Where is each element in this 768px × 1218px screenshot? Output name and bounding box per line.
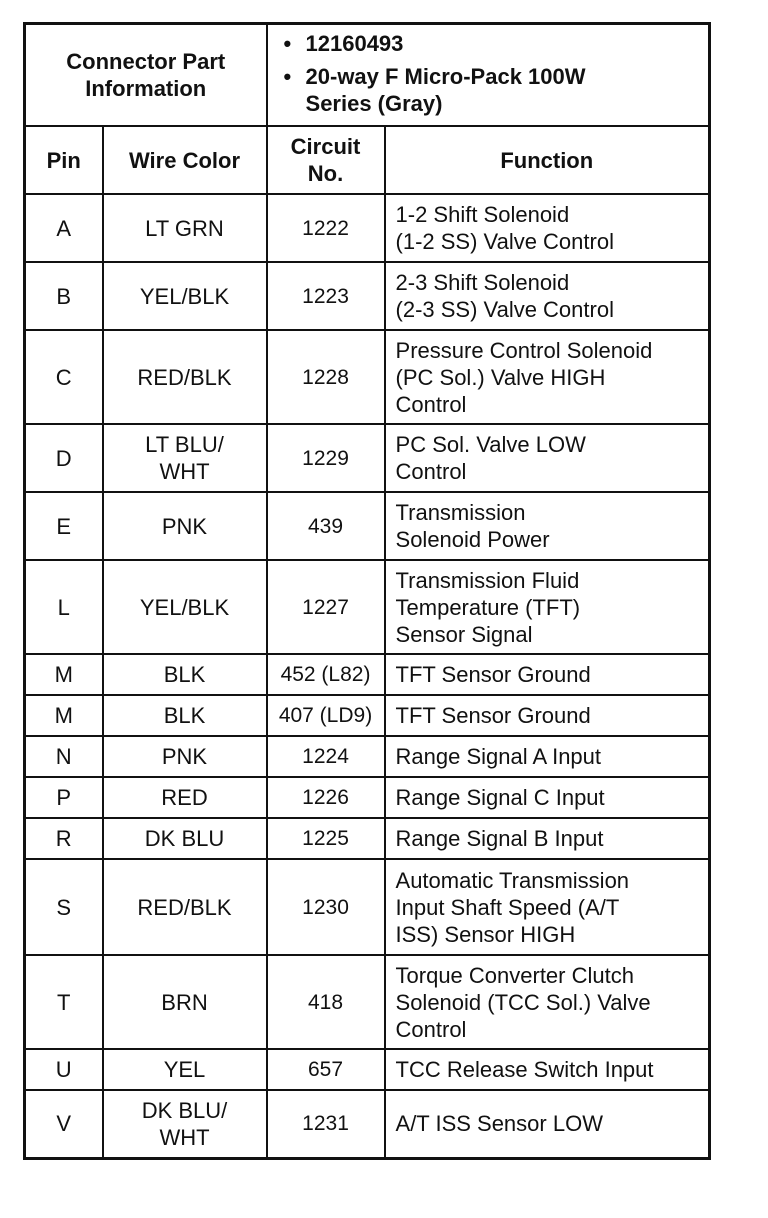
part-number: • 12160493 xyxy=(306,30,708,57)
pin-cell: A xyxy=(25,194,103,262)
function-line: Solenoid (TCC Sol.) Valve xyxy=(395,989,651,1015)
function-line: 1-2 Shift Solenoid xyxy=(395,202,570,227)
function-line: (1-2 SS) Valve Control xyxy=(395,229,614,254)
table-row xyxy=(25,1049,710,1090)
connector-pinout-document xyxy=(23,22,711,1160)
wire-color-line: WHT xyxy=(159,459,210,484)
function-line: TFT Sensor Ground xyxy=(395,662,591,687)
function-cell xyxy=(385,424,710,492)
function-line: ISS) Sensor HIGH xyxy=(395,921,576,947)
pin-cell: L xyxy=(25,560,103,654)
function-cell xyxy=(385,492,710,560)
wire-color-line: BLK xyxy=(163,662,206,687)
table-row xyxy=(25,492,710,560)
wire-color-cell xyxy=(103,859,267,955)
function-line: Transmission xyxy=(395,500,526,525)
function-line: Range Signal C Input xyxy=(395,785,605,810)
function-line: 2-3 Shift Solenoid xyxy=(395,270,570,295)
pin-cell: M xyxy=(25,654,103,695)
function-line: (PC Sol.) Valve HIGH xyxy=(395,364,606,390)
circuit-number-cell: 1226 xyxy=(267,777,385,818)
function-line: TCC Release Switch Input xyxy=(395,1057,654,1082)
wire-color-cell xyxy=(103,818,267,859)
pin-cell: N xyxy=(25,736,103,777)
function-line: TFT Sensor Ground xyxy=(395,703,591,728)
function-cell xyxy=(385,1090,710,1158)
table-row xyxy=(25,194,710,262)
function-line: Sensor Signal xyxy=(395,621,533,647)
table-row xyxy=(25,695,710,736)
function-line: Automatic Transmission xyxy=(395,867,630,893)
function-cell xyxy=(385,777,710,818)
circuit-header-line2: No. xyxy=(307,161,344,186)
pin-cell: E xyxy=(25,492,103,560)
table-row xyxy=(25,859,710,955)
table-row xyxy=(25,818,710,859)
pin-cell: S xyxy=(25,859,103,955)
wire-color-line: DK BLU/ xyxy=(141,1097,228,1123)
wire-color-line: RED/BLK xyxy=(137,894,232,920)
connector-description-line1: • 20-way F Micro-Pack 100W xyxy=(305,63,586,89)
wire-color-cell xyxy=(103,654,267,695)
wire-color-line: YEL xyxy=(163,1057,206,1082)
table-row xyxy=(25,560,710,654)
wire-color-line: PNK xyxy=(161,744,208,769)
connector-description xyxy=(306,63,708,117)
function-line: Torque Converter Clutch xyxy=(395,962,634,988)
circuit-number-cell: 452 (L82) xyxy=(267,654,385,695)
function-line: Range Signal A Input xyxy=(395,744,602,769)
pin-cell: P xyxy=(25,777,103,818)
wire-color-cell xyxy=(103,330,267,424)
wire-color-cell xyxy=(103,695,267,736)
circuit-number-cell: 1229 xyxy=(267,424,385,492)
wire-color-cell xyxy=(103,492,267,560)
wire-color-cell xyxy=(103,424,267,492)
circuit-number-cell: 1231 xyxy=(267,1090,385,1158)
wire-color-cell xyxy=(103,955,267,1049)
table-row xyxy=(25,330,710,424)
function-line: Solenoid Power xyxy=(395,527,550,552)
function-cell xyxy=(385,695,710,736)
connector-label-line1: Connector Part xyxy=(66,49,226,74)
function-line: A/T ISS Sensor LOW xyxy=(395,1111,603,1137)
function-cell xyxy=(385,654,710,695)
function-cell xyxy=(385,736,710,777)
function-line: (2-3 SS) Valve Control xyxy=(395,297,614,322)
wire-color-line: RED/BLK xyxy=(137,364,232,390)
function-line: Transmission Fluid xyxy=(395,567,580,593)
table-row xyxy=(25,654,710,695)
wire-color-line: BRN xyxy=(161,989,208,1015)
circuit-header-line1: Circuit xyxy=(290,134,361,159)
function-line: Control xyxy=(395,1016,467,1042)
connector-part-info-values xyxy=(267,24,710,127)
wire-color-cell xyxy=(103,736,267,777)
function-cell xyxy=(385,262,710,330)
wire-color-line: BLK xyxy=(163,703,206,728)
wire-color-line: RED xyxy=(161,785,208,810)
connector-label-line2: Information xyxy=(85,76,207,101)
wire-color-cell xyxy=(103,1049,267,1090)
pin-cell: B xyxy=(25,262,103,330)
connector-pinout-table xyxy=(23,22,711,1160)
column-header-row xyxy=(25,126,710,194)
circuit-number-cell: 1222 xyxy=(267,194,385,262)
circuit-number-cell: 418 xyxy=(267,955,385,1049)
wire-color-cell xyxy=(103,777,267,818)
circuit-number-cell: 1225 xyxy=(267,818,385,859)
wire-color-cell xyxy=(103,1090,267,1158)
function-cell xyxy=(385,560,710,654)
wire-color-line: PNK xyxy=(161,513,208,539)
function-line: Pressure Control Solenoid xyxy=(395,337,653,363)
function-column-header: Function xyxy=(385,126,710,194)
circuit-number-cell: 439 xyxy=(267,492,385,560)
function-cell xyxy=(385,818,710,859)
circuit-number-cell: 1223 xyxy=(267,262,385,330)
function-cell xyxy=(385,194,710,262)
wire-color-line: WHT xyxy=(159,1124,210,1150)
wire-color-line: YEL/BLK xyxy=(139,594,230,620)
pin-cell: D xyxy=(25,424,103,492)
pin-column-header: Pin xyxy=(25,126,103,194)
wire-color-cell xyxy=(103,194,267,262)
table-row xyxy=(25,777,710,818)
function-line: Control xyxy=(395,391,467,417)
connector-info-list xyxy=(268,28,708,117)
table-row xyxy=(25,424,710,492)
wire-color-cell xyxy=(103,262,267,330)
table-row xyxy=(25,262,710,330)
pin-cell: U xyxy=(25,1049,103,1090)
wire-color-line: LT GRN xyxy=(145,215,224,241)
table-row xyxy=(25,1090,710,1158)
pin-cell: T xyxy=(25,955,103,1049)
function-line: Range Signal B Input xyxy=(395,826,604,851)
pin-cell: V xyxy=(25,1090,103,1158)
pin-cell: C xyxy=(25,330,103,424)
circuit-number-cell: 1228 xyxy=(267,330,385,424)
circuit-column-header xyxy=(267,126,385,194)
pin-cell: M xyxy=(25,695,103,736)
connector-info-row xyxy=(25,24,710,127)
function-cell xyxy=(385,859,710,955)
wire-color-line: DK BLU xyxy=(144,826,225,851)
circuit-number-cell: 657 xyxy=(267,1049,385,1090)
wire-color-line: YEL/BLK xyxy=(139,283,230,309)
function-cell xyxy=(385,330,710,424)
table-row xyxy=(25,955,710,1049)
table-row xyxy=(25,736,710,777)
wire-color-column-header: Wire Color xyxy=(103,126,267,194)
circuit-number-cell: 1224 xyxy=(267,736,385,777)
function-line: Input Shaft Speed (A/T xyxy=(395,894,620,920)
circuit-number-cell: 1230 xyxy=(267,859,385,955)
function-cell xyxy=(385,1049,710,1090)
pin-cell: R xyxy=(25,818,103,859)
function-line: PC Sol. Valve LOW xyxy=(395,432,586,457)
connector-description-line2: Series (Gray) xyxy=(305,90,443,116)
circuit-number-cell: 407 (LD9) xyxy=(267,695,385,736)
wire-color-cell xyxy=(103,560,267,654)
wire-color-line: LT BLU/ xyxy=(145,432,224,457)
connector-part-info-label xyxy=(25,24,267,127)
function-line: Control xyxy=(395,459,467,484)
function-line: Temperature (TFT) xyxy=(395,594,581,620)
function-cell xyxy=(385,955,710,1049)
circuit-number-cell: 1227 xyxy=(267,560,385,654)
